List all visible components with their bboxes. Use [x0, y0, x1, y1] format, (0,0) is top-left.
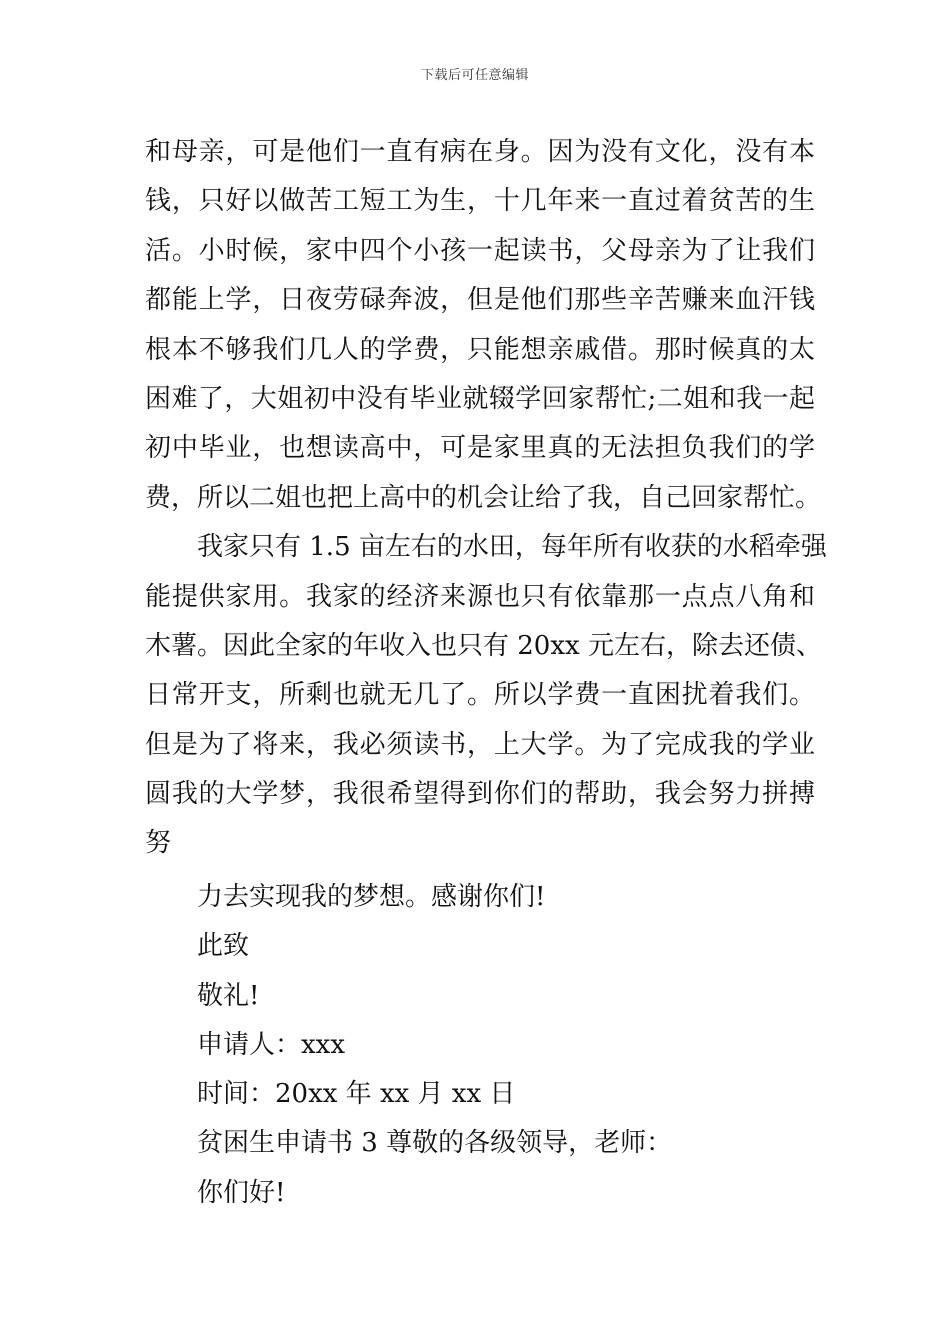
- text-line: 根本不够我们几人的学费，只能想亲戚借。那时候真的太: [145, 334, 815, 365]
- greeting-line: 你们好!: [197, 1177, 286, 1208]
- text-line: 圆我的大学梦，我很希望得到你们的帮助，我会努力拼搏: [145, 779, 815, 810]
- salutation-jingli: 敬礼!: [197, 980, 260, 1011]
- paragraph-family-hardship: [145, 128, 822, 523]
- text-line: 但是为了将来，我必须读书，上大学。为了完成我的学业: [145, 729, 815, 760]
- salutation-cizhi: 此致: [197, 931, 250, 962]
- text-line: 活。小时候，家中四个小孩一起读书，父母亲为了让我们: [145, 235, 815, 266]
- closing-thanks: 力去实现我的梦想。感谢你们!: [197, 882, 546, 912]
- text-line: 能提供家用。我家的经济来源也只有依靠那一点点八角和: [145, 581, 815, 612]
- text-line: 都能上学，日夜劳碌奔波，但是他们那些辛苦赚来血汗钱: [145, 285, 815, 316]
- text-line: 日常开支，所剩也就无几了。所以学费一直困扰着我们。: [145, 680, 815, 711]
- applicant-line: 申请人：xxx: [197, 1029, 345, 1060]
- closing-block: [197, 873, 797, 1218]
- date-line: 时间：20xx 年 xx 月 xx 日: [197, 1079, 516, 1110]
- next-letter-heading: 贫困生申请书 3 尊敬的各级领导，老师：: [197, 1128, 673, 1159]
- text-line: 初中毕业，也想读高中，可是家里真的无法担负我们的学: [145, 433, 815, 464]
- document-body: [145, 128, 827, 869]
- text-line: 努: [145, 828, 172, 859]
- text-line: 我家只有 1.5 亩左右的水田，每年所有收获的水稻牵强: [197, 532, 827, 563]
- text-line: 费，所以二姐也把上高中的机会让给了我，自己回家帮忙。: [145, 482, 822, 513]
- text-line: 钱，只好以做苦工短工为生，十几年来一直过着贫苦的生: [145, 186, 815, 217]
- paragraph-family-income: [145, 523, 827, 869]
- text-line: 和母亲，可是他们一直有病在身。因为没有文化，没有本: [145, 137, 815, 167]
- text-line: 困难了，大姐初中没有毕业就辍学回家帮忙;二姐和我一起: [145, 383, 815, 414]
- text-line: 木薯。因此全家的年收入也只有 20xx 元左右，除去还债、: [145, 630, 822, 661]
- page-header: 下载后可任意编辑: [420, 68, 529, 83]
